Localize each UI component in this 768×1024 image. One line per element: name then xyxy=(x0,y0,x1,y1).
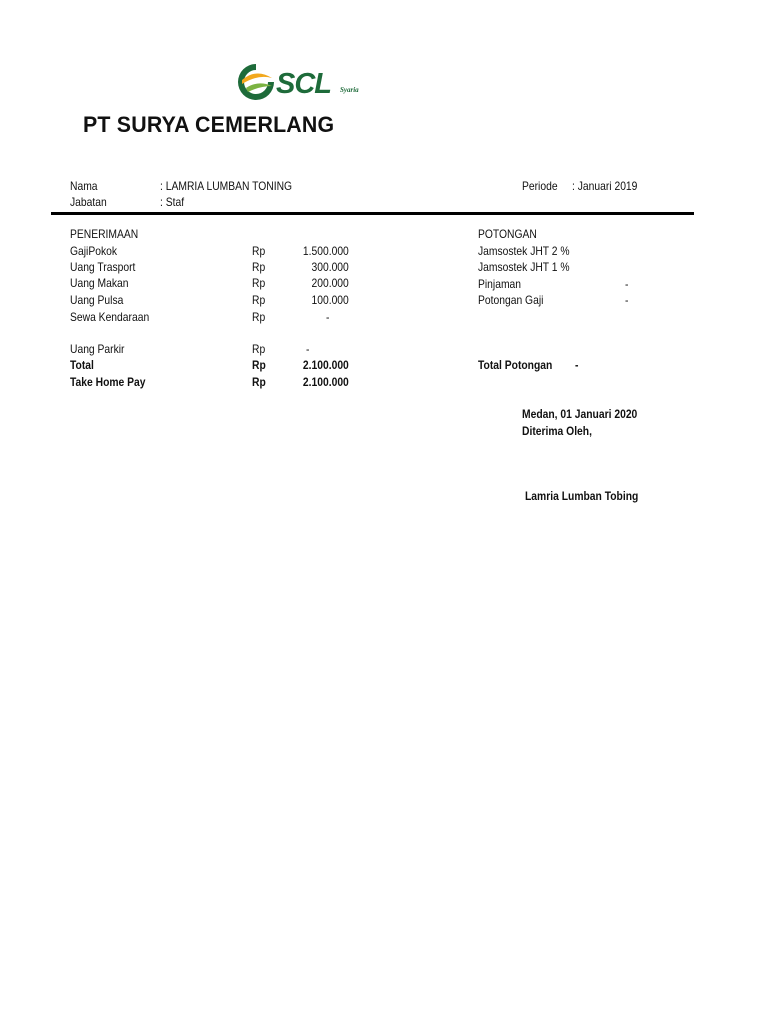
earning-label: Sewa Kendaraan xyxy=(70,310,150,324)
earning-label: Uang Parkir xyxy=(70,342,125,356)
earnings-total-amount: 2.100.000 xyxy=(302,358,349,372)
earnings-heading: PENERIMAAN xyxy=(70,227,139,241)
earnings-total-label: Total xyxy=(70,358,94,372)
take-home-pay-amount: 2.100.000 xyxy=(302,375,349,389)
name-label: Nama xyxy=(70,179,98,193)
name-value: : LAMRIA LUMBAN TONING xyxy=(160,179,293,193)
currency-label: Rp xyxy=(252,358,266,372)
deductions-total-label: Total Potongan xyxy=(478,358,553,372)
period-label: Periode xyxy=(522,179,558,193)
deduction-label: Jamsostek JHT 1 % xyxy=(478,260,570,274)
earning-amount: 200.000 xyxy=(311,276,349,290)
received-by: Diterima Oleh, xyxy=(522,424,592,438)
scl-swoosh-logo-icon xyxy=(232,58,280,106)
earning-label: Uang Trasport xyxy=(70,260,136,274)
deduction-amount: - xyxy=(625,293,629,307)
deductions-heading: POTONGAN xyxy=(478,227,537,241)
earning-amount: - xyxy=(306,342,310,356)
logo-subtext: Syaria xyxy=(340,86,359,94)
earning-label: Uang Pulsa xyxy=(70,293,124,307)
currency-label: Rp xyxy=(252,375,266,389)
earning-amount: 100.000 xyxy=(311,293,349,307)
currency-label: Rp xyxy=(252,310,266,324)
place-date: Medan, 01 Januari 2020 xyxy=(522,407,638,421)
position-label: Jabatan xyxy=(70,195,107,209)
company-logo xyxy=(232,58,382,106)
currency-label: Rp xyxy=(252,276,266,290)
currency-label: Rp xyxy=(252,260,266,274)
earning-amount: 300.000 xyxy=(311,260,349,274)
period-value: : Januari 2019 xyxy=(572,179,638,193)
currency-label: Rp xyxy=(252,244,266,258)
currency-label: Rp xyxy=(252,293,266,307)
take-home-pay-label: Take Home Pay xyxy=(70,375,146,389)
company-name: PT SURYA CEMERLANG xyxy=(83,112,335,137)
deduction-label: Jamsostek JHT 2 % xyxy=(478,244,570,258)
signer-name: Lamria Lumban Tobing xyxy=(525,489,639,503)
earning-amount: 1.500.000 xyxy=(302,244,349,258)
earning-label: GajiPokok xyxy=(70,244,118,258)
position-value: : Staf xyxy=(160,195,185,209)
header-divider xyxy=(51,212,694,215)
logo-text: SCL xyxy=(276,68,331,100)
currency-label: Rp xyxy=(252,342,266,356)
earning-amount: - xyxy=(326,310,330,324)
deduction-label: Pinjaman xyxy=(478,277,522,291)
deduction-amount: - xyxy=(625,277,629,291)
deductions-total-amount: - xyxy=(575,358,579,372)
earning-label: Uang Makan xyxy=(70,276,129,290)
deduction-label: Potongan Gaji xyxy=(478,293,544,307)
